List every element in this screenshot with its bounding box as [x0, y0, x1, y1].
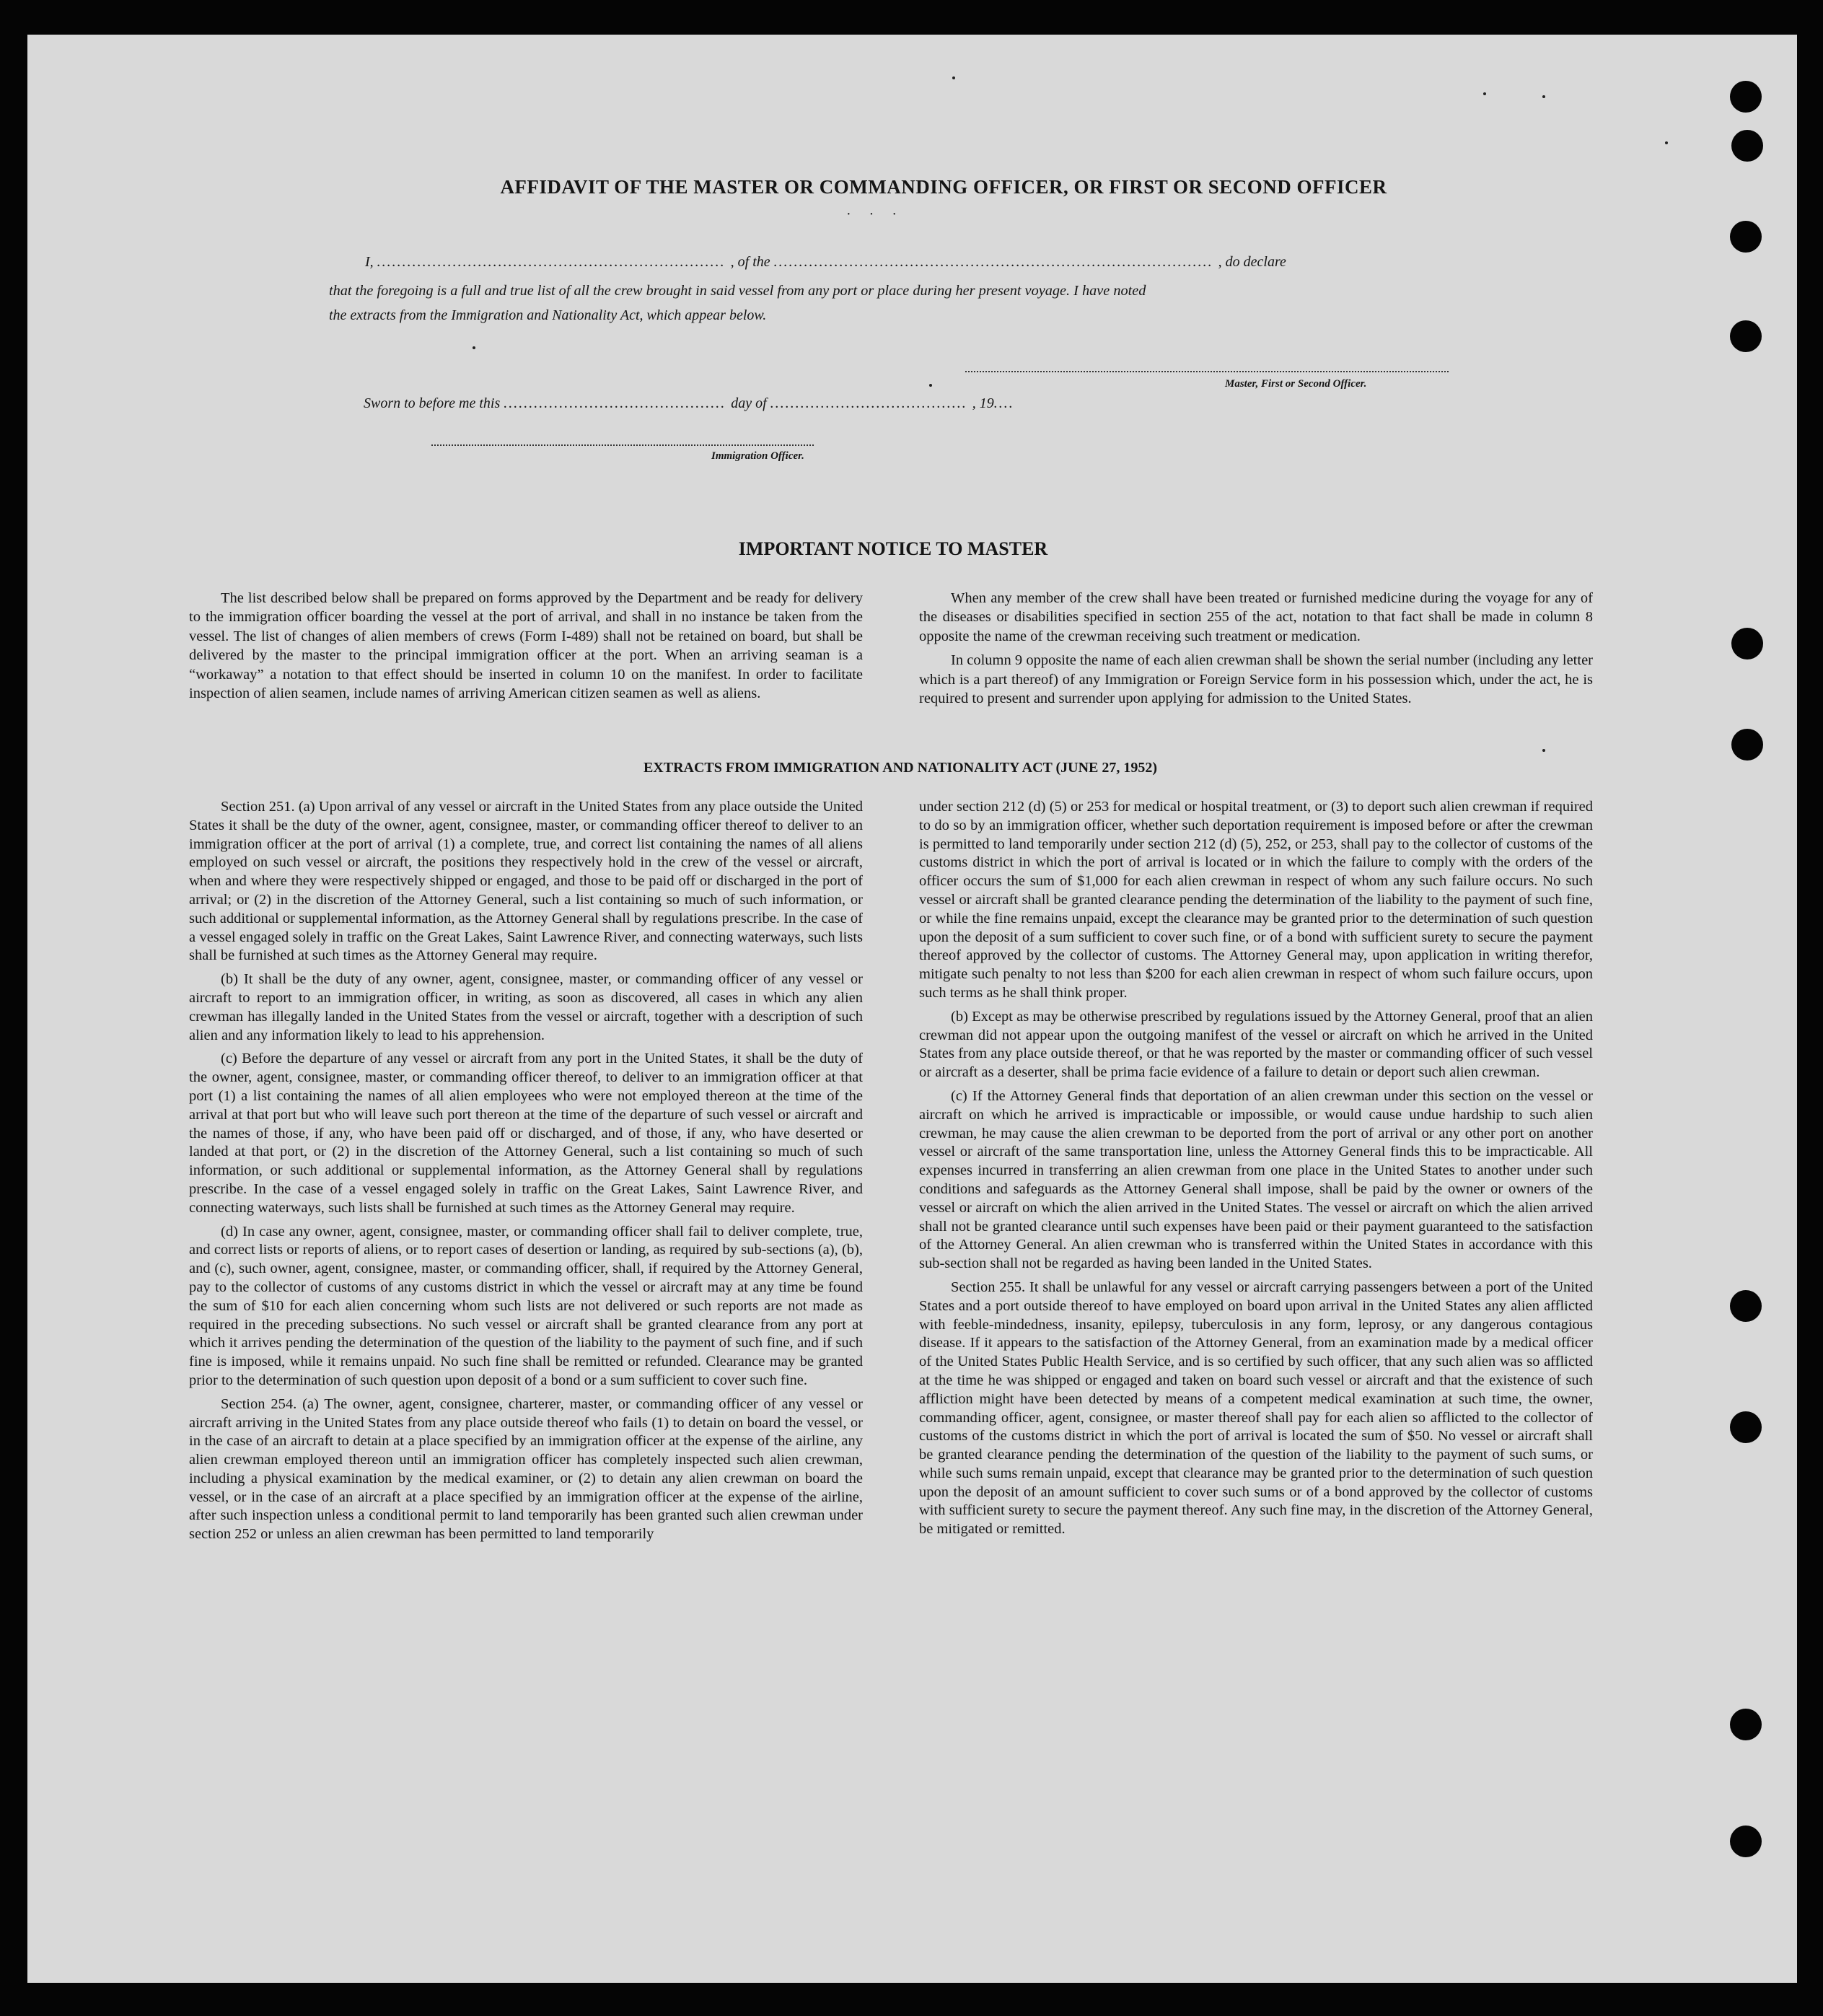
- extract-paragraph: Section 251. (a) Upon arrival of any vessel or aircraft in the United States from any place outside the United States it shall be the duty of the owner, agent, consignee, master, or commanding officer thereof to deliver to an immigration officer at the port of arrival (1) a complete, true, and correct list containing the names of all aliens employed on such vessel or aircraft, the positions they respectively hold in the crew of the vessel or aircraft, when and where they were respectively shipped or engaged, and those to be paid off or discharged in the port of arrival; or (2) in the discretion of the Attorney General, such a list containing so much of such information, or such additional or supplemental information, as the Attorney General shall by regulations prescribe. In the case of a vessel engaged solely in traffic on the Great Lakes, Saint Lawrence River, and connecting waterways, such lists shall be furnished at such times as the Attorney General may require.: [189, 799, 863, 964]
- title-ornament: · · ·: [846, 206, 904, 222]
- declaration-line-2: that the foregoing is a full and true list of all the crew brought in said vessel from any port or place during her present voyage. I have noted: [329, 283, 1146, 299]
- of-the-label: , of the: [730, 254, 770, 270]
- binder-hole: [1731, 628, 1763, 659]
- binder-hole: [1731, 729, 1763, 761]
- declarant-prefix: I,: [365, 254, 374, 270]
- extract-paragraph: (c) If the Attorney General finds that deportation of an alien crewman under this section on the vessel or aircraft on which he arrived is impracticable or impossible, or would cause undue hardship to such alien crewman, he may cause the alien crewman to be deported from the port of arrival or any other port on another vessel or aircraft of the same transportation line, unless the Attorney General finds this to be impracticable. All expenses incurred in transferring an alien crewman from one place in the United States to another under such conditions and safeguards as the Attorney General shall impose, shall be paid by the owner or owners of the vessel or aircraft on which the alien arrived in the United States. The vessel or aircraft on which the alien arrived shall not be granted clearance until such expenses have been paid or their payment guaranteed to the satisfaction of the Attorney General. An alien crewman who is transferred within the United States in accordance with this sub-section shall not be regarded as having been landed in the United States.: [919, 1087, 1593, 1272]
- extract-paragraph: (b) Except as may be otherwise prescribed by regulations issued by the Attorney General, proof that an alien crewman did not appear upon the outgoing manifest of the vessel or aircraft on which he arrived in the United States from any place outside thereof, or that he was reported by the master or commanding officer of such vessel or aircraft as a deserter, shall be prima facie evidence of a failure to detain or deport such alien crewman.: [919, 1008, 1593, 1081]
- extracts-left-column: [189, 798, 863, 1549]
- speck: [473, 346, 475, 349]
- binder-hole: [1730, 221, 1762, 253]
- extract-paragraph: (b) It shall be the duty of any owner, agent, consignee, master, or commanding officer of any vessel or aircraft to report to an immigration officer, in writing, as soon as discovered, all cases in which any alien crewman has illegally landed in the United States from the vessel or aircraft, together with a description of such alien and any information likely to lead to his apprehension.: [189, 971, 863, 1043]
- master-signature-line: [965, 371, 1449, 372]
- binder-hole: [1730, 1411, 1762, 1443]
- master-signature-label: Master, First or Second Officer.: [1225, 378, 1367, 390]
- speck: [952, 76, 955, 79]
- extract-paragraph: Section 254. (a) The owner, agent, consignee, charterer, master, or commanding officer of any vessel or aircraft arriving in the United States from any place outside thereof who fails (1) to detain on board the vessel, or in the case of an aircraft to detain at a place specified by an immigration officer at the expense of the airline, any alien crewman employed thereon until an immigration officer has completely inspected such alien crewman, including a physical examination by the medical examiner, or (2) to detain any alien crewman on board the vessel, or in the case of an aircraft at a place specified by an immigration officer at the expense of the airline, after such inspection unless a conditional permit to land temporarily has been granted such alien crewman under section 252 or unless an alien crewman has been permitted to land temporarily: [189, 1395, 863, 1543]
- notice-paragraph: The list described below shall be prepared on forms approved by the Department and be ready for delivery to the immigration officer boarding the vessel at the port of arrival, and shall in no instance be taken from the vessel. The list of changes of alien members of crews (Form I-489) shall not be retained on board, but shall be delivered by the master to the principal immigration officer at the port. When an arriving seaman is a “workaway” a notation to that effect should be inserted in column 10 on the manifest. In order to facilitate inspection of alien seamen, include names of arriving American citizen seamen as well as aliens.: [189, 590, 863, 702]
- notice-left-column: [189, 589, 863, 708]
- notice-right-column: [919, 589, 1593, 713]
- notice-title: IMPORTANT NOTICE TO MASTER: [738, 538, 1048, 559]
- binder-hole: [1730, 1826, 1762, 1857]
- speck: [1542, 95, 1545, 98]
- officer-signature-label: Immigration Officer.: [711, 450, 804, 462]
- speck: [1483, 92, 1486, 95]
- binder-hole: [1730, 81, 1762, 113]
- notice-paragraph: In column 9 opposite the name of each alien crewman shall be shown the serial number (including any letter which is a part thereof) of any Immigration or Foreign Service form in his possession which, under the act, he is required to present and surrender upon applying for admission to the United States.: [919, 652, 1593, 707]
- binder-hole: [1730, 1290, 1762, 1322]
- affidavit-title: AFFIDAVIT OF THE MASTER OR COMMANDING OFFICER, OR FIRST OR SECOND OFFICER: [500, 176, 1387, 198]
- document-page: [27, 35, 1797, 1983]
- speck: [929, 384, 932, 387]
- sworn-prefix: Sworn to before me this: [364, 395, 501, 411]
- officer-signature-line: [431, 444, 814, 446]
- speck: [1665, 141, 1668, 144]
- sworn-line: Sworn to before me this ............................................ day of ....................................... , 19....: [364, 395, 1014, 411]
- extract-paragraph: (d) In case any owner, agent, consignee, master, or commanding officer shall fail to deliver complete, true, and correct lists or reports of aliens, or to report cases of desertion or landing, as required by sub-sections (a), (b), and (c), such owner, agent, consignee, master, or commanding officer, shall, if required by the Attorney General, pay to the collector of customs of any customs district in which the vessel or aircraft may at any time be found the sum of $10 for each alien concerning whom such lists are not delivered or such reports are not made as required in the preceding subsections. No such vessel or aircraft shall be granted clearance from any port at which it arrives pending the determination of the question of the liability to the payment of such fine, and if such fine is imposed, while it remains unpaid. No such fine shall be remitted or refunded. Clearance may be granted prior to the determination of such question upon deposit of a bond or a sum sufficient to cover such fine.: [189, 1223, 863, 1388]
- speck: [1542, 749, 1545, 752]
- declaration-line-3: the extracts from the Immigration and Nationality Act, which appear below.: [329, 307, 767, 323]
- day-of-label: day of: [731, 395, 767, 411]
- extract-paragraph: under section 212 (d) (5) or 253 for medical or hospital treatment, or (3) to deport such alien crewman if required to do so by an immigration officer, whether such deportation requirement is imposed before or after the crewman is permitted to land temporarily under section 212 (d) (5), 252, or 253, shall pay to the collector of customs of the customs district in which the port of arrival is located or in which the failure to comply with the orders of the officer occurs the sum of $1,000 for each alien crewman in respect of whom any such failure occurs. No such vessel or aircraft shall be granted clearance pending the determination of the liability to the payment of such fine, or while the fine remains unpaid, except the clearance may be granted prior to the determination of such question upon the deposit of a sum sufficient to cover such fine, or of a bond with sufficient surety to secure the payment thereof approved by the collector of customs. The Attorney General may, upon application in writing therefor, mitigate such penalty to not less than $200 for each alien crewman in respect of whom such failure occurs, upon such terms as he shall think proper.: [919, 799, 1593, 1001]
- notice-paragraph: When any member of the crew shall have been treated or furnished medicine during the voyage for any of the diseases or disabilities specified in section 255 of the act, notation to that fact shall be made in column 8 opposite the name of the crewman receiving such treatment or medication.: [919, 590, 1593, 644]
- binder-hole: [1730, 320, 1762, 352]
- extract-paragraph: (c) Before the departure of any vessel or aircraft from any port in the United States, it shall be the duty of the owner, agent, consignee, master, or commanding officer thereof, to deliver to an immigration officer at that port (1) a list containing the names of all alien employees who were not employed thereon at the time of the arrival at that port but who will leave such port thereon at the time of the departure of such vessel or aircraft and the names of those, if any, who have been paid off or discharged, and of those, if any, who have deserted or landed at that port, or (2) in the discretion of the Attorney General, such a list containing so much of such information, or such additional or supplemental information, as the Attorney General shall by regulations prescribe. In the case of a vessel engaged solely in traffic on the Great Lakes, Saint Lawrence River, and connecting waterways, such lists shall be furnished at such times as the Attorney General may require.: [189, 1051, 863, 1216]
- do-declare-label: , do declare: [1218, 254, 1286, 270]
- extracts-title: EXTRACTS FROM IMMIGRATION AND NATIONALITY ACT (JUNE 27, 1952): [643, 760, 1158, 776]
- binder-hole: [1731, 130, 1763, 162]
- extracts-right-column: [919, 798, 1593, 1544]
- extract-paragraph: Section 255. It shall be unlawful for any vessel or aircraft carrying passengers between a port of the United States and a port outside thereof to have employed on board upon arrival in the United States any alien afflicted with feeble-mindedness, insanity, epilepsy, tuberculosis in any form, leprosy, or any dangerous contagious disease. If it appears to the satisfaction of the Attorney General, from an examination made by a medical officer of the United States Public Health Service, and is so certified by such officer, that any such alien was so afflicted at the time he was shipped or engaged and taken on board such vessel or aircraft and that the existence of such affliction might have been detected by means of a competent medical examination at such time, the owner, commanding officer, agent, consignee, or master thereof shall pay for each alien so afflicted to the collector of customs of the customs district in which the port of arrival is located the sum of $50. No vessel or aircraft shall be granted clearance pending the determination of the question of the liability to the payment of such sums, or while such sums remain unpaid, except that clearance may be granted prior to the determination of such question upon the deposit of an amount sufficient to cover such sums or of a bond approved by the collector of customs with sufficient surety to secure the payment thereof. Any such fine may, in the discretion of the Attorney General, be mitigated or remitted.: [919, 1279, 1593, 1538]
- year-label: , 19: [972, 395, 994, 411]
- declaration-line-1: I, ..................................................................... , of the ....................................................................................... , do declare: [365, 254, 1286, 270]
- binder-hole: [1730, 1709, 1762, 1740]
